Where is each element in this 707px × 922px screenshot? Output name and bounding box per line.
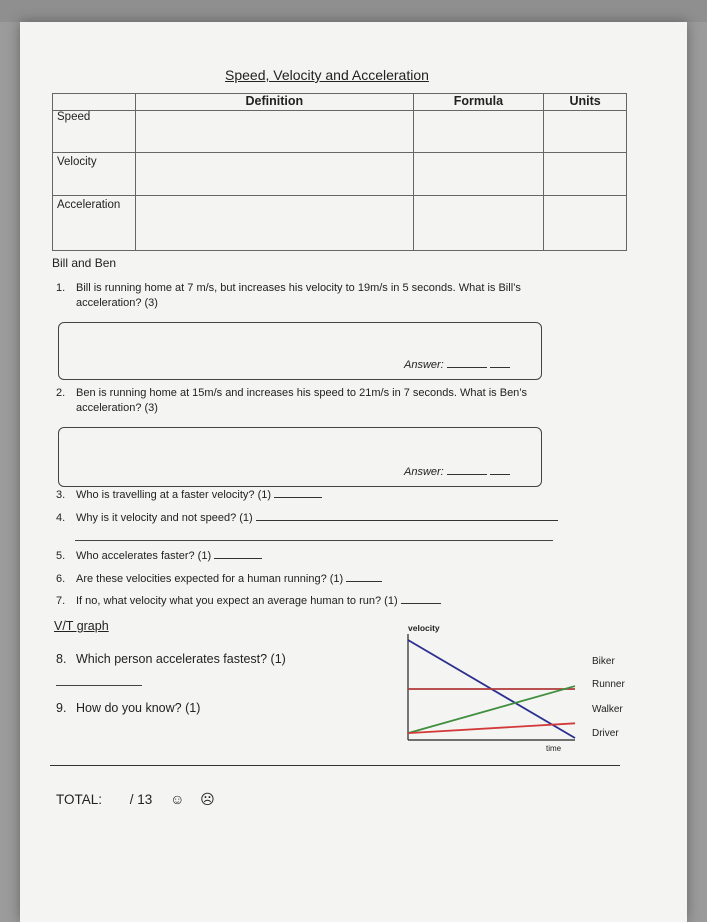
table-header-row: [53, 94, 627, 111]
question-number: 1.: [56, 282, 66, 294]
question-2: [56, 386, 616, 416]
total-label: TOTAL:: [56, 792, 103, 807]
table-header-definition: Definition: [135, 94, 413, 111]
question-text: Which person accelerates fastest? (1): [76, 652, 286, 666]
answer-line[interactable]: [274, 487, 322, 498]
page-title: Speed, Velocity and Acceleration: [225, 67, 429, 83]
question-5: [56, 548, 262, 564]
answer-line[interactable]: [214, 548, 262, 559]
cell-blank[interactable]: [135, 111, 413, 153]
definition-table: [52, 93, 627, 251]
question-1: [56, 281, 616, 311]
sad-face-icon: ☹: [200, 791, 215, 807]
question-text: Why is it velocity and not speed? (1): [76, 512, 253, 524]
question-number: 8.: [56, 652, 67, 666]
answer-line[interactable]: [256, 510, 558, 521]
total-score: / 13: [129, 792, 153, 807]
question-text: Ben is running home at 15m/s and increases his speed to 21m/s in 7 seconds. What is Ben’s: [76, 387, 528, 399]
question-8: [56, 652, 286, 666]
table-header-formula: Formula: [413, 94, 544, 111]
question-3: [56, 487, 322, 503]
answer-line-extra[interactable]: [75, 540, 553, 541]
question-number: 4.: [56, 512, 66, 524]
section-label: Bill and Ben: [52, 256, 117, 270]
answer-line-long[interactable]: [50, 765, 620, 766]
answer-box-2[interactable]: [58, 427, 542, 487]
worksheet-page: [20, 22, 687, 922]
question-number: 5.: [56, 550, 66, 562]
cell-blank[interactable]: [135, 196, 413, 251]
x-axis-label: time: [546, 744, 562, 753]
question-text: Are these velocities expected for a human running? (1): [76, 573, 344, 585]
cell-blank[interactable]: [544, 196, 627, 251]
question-text: How do you know? (1): [76, 701, 201, 715]
vt-graph-heading: V/T graph: [54, 619, 109, 633]
legend-label-driver: Driver: [592, 728, 619, 739]
answer-label: Answer:: [404, 357, 510, 371]
question-9: [56, 701, 200, 715]
answer-line[interactable]: [401, 593, 441, 604]
table-row: [53, 196, 627, 251]
question-7: [56, 593, 441, 609]
answer-label: Answer:: [404, 464, 510, 478]
table-header-empty: [53, 94, 136, 111]
y-axis-label: velocity: [408, 623, 440, 633]
cell-blank[interactable]: [413, 196, 544, 251]
question-number: 6.: [56, 573, 66, 585]
table-header-units: Units: [544, 94, 627, 111]
row-label-speed: Speed: [53, 111, 136, 153]
cell-blank[interactable]: [413, 111, 544, 153]
table-row: [53, 153, 627, 196]
answer-line[interactable]: [56, 685, 142, 686]
vt-graph: [400, 620, 630, 755]
legend-label-biker: Biker: [592, 656, 615, 667]
question-text: Who accelerates faster? (1): [76, 550, 212, 562]
answer-box-1[interactable]: [58, 322, 542, 380]
question-number: 9.: [56, 701, 67, 715]
question-6: [56, 571, 382, 587]
smiley-face-icon: ☺: [170, 791, 185, 807]
question-text: Bill is running home at 7 m/s, but increases his velocity to 19m/s in 5 seconds. What is Bill’s: [76, 282, 521, 294]
question-text-cont: acceleration? (3): [76, 402, 158, 414]
question-text-cont: acceleration? (3): [76, 297, 158, 309]
series-line-driver: [408, 723, 575, 733]
background-strip: [0, 0, 707, 22]
question-number: 2.: [56, 387, 66, 399]
total-row: [56, 791, 215, 808]
question-text: Who is travelling at a faster velocity? (1): [76, 489, 272, 501]
row-label-acceleration: Acceleration: [53, 196, 136, 251]
series-line-walker: [408, 686, 575, 733]
cell-blank[interactable]: [544, 111, 627, 153]
table-row: [53, 111, 627, 153]
row-label-velocity: Velocity: [53, 153, 136, 196]
question-text: If no, what velocity what you expect an average human to run? (1): [76, 595, 398, 607]
question-number: 3.: [56, 489, 66, 501]
question-number: 7.: [56, 595, 66, 607]
cell-blank[interactable]: [413, 153, 544, 196]
legend-label-walker: Walker: [592, 704, 623, 715]
cell-blank[interactable]: [544, 153, 627, 196]
answer-line[interactable]: [346, 571, 382, 582]
question-4: [56, 510, 558, 526]
cell-blank[interactable]: [135, 153, 413, 196]
legend-label-runner: Runner: [592, 679, 625, 690]
